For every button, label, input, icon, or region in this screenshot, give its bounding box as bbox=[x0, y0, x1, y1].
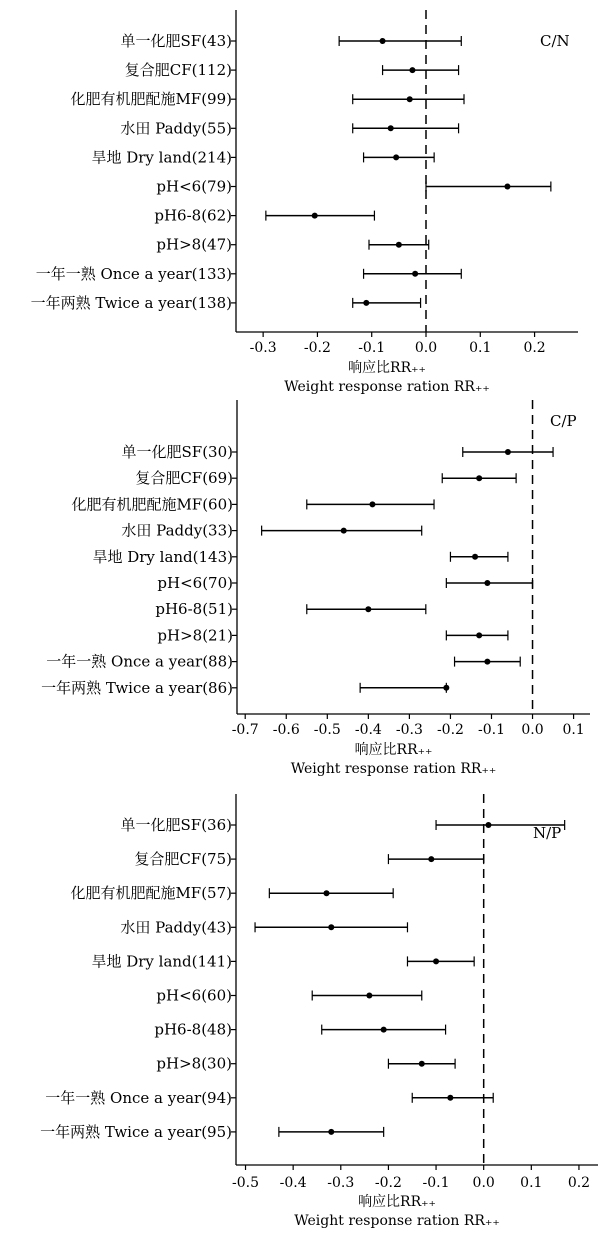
x-tick-label: 0.2 bbox=[567, 1175, 591, 1191]
x-tick-label: 0.0 bbox=[521, 722, 544, 738]
x-tick-label: 0.1 bbox=[469, 340, 492, 356]
category-label: 单一化肥SF(30) bbox=[121, 443, 233, 461]
category-label: pH6-8(48) bbox=[154, 1020, 232, 1039]
category-label: 一年两熟 Twice a year(95) bbox=[40, 1122, 232, 1141]
category-label: 一年一熟 Once a year(133) bbox=[35, 264, 232, 283]
effect-point bbox=[363, 300, 369, 306]
effect-point bbox=[419, 1061, 425, 1067]
x-axis-label-cn: 响应比RR₊₊ bbox=[348, 360, 426, 376]
category-label: pH>8(21) bbox=[157, 626, 233, 645]
effect-point bbox=[328, 924, 334, 930]
effect-point bbox=[366, 993, 372, 999]
x-axis-label-cn: 响应比RR₊₊ bbox=[358, 1194, 436, 1210]
category-label: 旱地 Dry land(214) bbox=[91, 148, 232, 167]
effect-point bbox=[365, 606, 371, 612]
panel-c-p bbox=[41, 400, 590, 777]
effect-point bbox=[476, 475, 482, 481]
effect-point bbox=[447, 1095, 453, 1101]
effect-point bbox=[312, 213, 318, 219]
panel-n-p bbox=[40, 794, 598, 1229]
effect-point bbox=[381, 1027, 387, 1033]
effect-point bbox=[472, 554, 478, 560]
x-axis-label-cn: 响应比RR₊₊ bbox=[354, 742, 433, 758]
x-tick-label: -0.3 bbox=[327, 1175, 355, 1191]
category-label: 一年两熟 Twice a year(86) bbox=[41, 678, 233, 697]
panel-label: N/P bbox=[533, 824, 562, 842]
category-label: 复合肥CF(69) bbox=[135, 469, 233, 488]
effect-point bbox=[407, 96, 413, 102]
category-label: 复合肥CF(112) bbox=[124, 61, 232, 80]
category-label: 水田 Paddy(55) bbox=[120, 119, 232, 138]
x-tick-label: 0.2 bbox=[523, 340, 546, 356]
effect-point bbox=[484, 659, 490, 665]
category-label: 旱地 Dry land(143) bbox=[92, 547, 233, 566]
effect-point bbox=[443, 685, 449, 691]
category-label: 复合肥CF(75) bbox=[134, 850, 232, 869]
x-tick-label: -0.2 bbox=[374, 1175, 402, 1191]
category-label: pH6-8(51) bbox=[155, 600, 233, 619]
category-label: 旱地 Dry land(141) bbox=[91, 952, 232, 971]
category-label: 水田 Paddy(43) bbox=[120, 918, 232, 937]
x-tick-label: -0.1 bbox=[422, 1175, 450, 1191]
effect-point bbox=[412, 271, 418, 277]
effect-point bbox=[396, 242, 402, 248]
category-label: pH6-8(62) bbox=[154, 206, 232, 225]
x-tick-label: 0.0 bbox=[472, 1175, 495, 1191]
x-tick-label: -0.4 bbox=[354, 722, 382, 738]
x-tick-label: -0.3 bbox=[249, 340, 277, 356]
panel-label: C/P bbox=[550, 412, 577, 430]
category-label: pH<6(60) bbox=[156, 986, 232, 1005]
effect-point bbox=[409, 67, 415, 73]
x-tick-label: -0.3 bbox=[395, 722, 423, 738]
x-axis-label-en: Weight response ration RR₊₊ bbox=[290, 761, 497, 777]
x-tick-label: -0.7 bbox=[231, 722, 259, 738]
x-tick-label: 0.0 bbox=[414, 340, 438, 356]
category-label: 水田 Paddy(33) bbox=[121, 521, 233, 540]
x-tick-label: -0.5 bbox=[313, 722, 341, 738]
effect-point bbox=[504, 184, 510, 190]
x-tick-label: 0.1 bbox=[520, 1175, 543, 1191]
category-label: pH<6(70) bbox=[157, 574, 233, 592]
effect-point bbox=[324, 890, 330, 896]
panel-c-n bbox=[31, 10, 578, 395]
x-tick-label: -0.5 bbox=[232, 1175, 260, 1191]
x-tick-label: -0.2 bbox=[303, 340, 331, 356]
effect-point bbox=[328, 1129, 334, 1135]
x-tick-label: -0.1 bbox=[358, 340, 386, 356]
x-tick-label: -0.2 bbox=[436, 722, 464, 738]
category-label: 单一化肥SF(36) bbox=[120, 816, 232, 834]
x-axis-label-en: Weight response ration RR₊₊ bbox=[294, 1213, 500, 1229]
effect-point bbox=[369, 501, 375, 507]
effect-point bbox=[484, 580, 490, 586]
category-label: 单一化肥SF(43) bbox=[120, 32, 232, 50]
category-label: 化肥有机肥配施MF(60) bbox=[71, 495, 233, 514]
effect-point bbox=[428, 856, 434, 862]
category-label: 化肥有机肥配施MF(57) bbox=[70, 884, 232, 903]
category-label: pH>8(30) bbox=[156, 1054, 232, 1073]
effect-point bbox=[341, 528, 347, 534]
effect-point bbox=[476, 632, 482, 638]
category-label: 一年一熟 Once a year(88) bbox=[46, 652, 233, 671]
x-tick-label: 0.1 bbox=[562, 722, 585, 738]
category-label: 化肥有机肥配施MF(99) bbox=[70, 90, 232, 109]
x-tick-label: -0.4 bbox=[279, 1175, 307, 1191]
panel-label: C/N bbox=[540, 32, 570, 50]
effect-point bbox=[485, 822, 491, 828]
category-label: 一年两熟 Twice a year(138) bbox=[30, 293, 232, 312]
x-tick-label: -0.6 bbox=[272, 722, 300, 738]
category-label: pH>8(47) bbox=[156, 235, 232, 254]
x-axis-label-en: Weight response ration RR₊₊ bbox=[284, 379, 490, 395]
effect-point bbox=[393, 154, 399, 160]
category-label: 一年一熟 Once a year(94) bbox=[45, 1088, 232, 1107]
effect-point bbox=[433, 958, 439, 964]
effect-point bbox=[388, 125, 394, 131]
effect-point bbox=[380, 38, 386, 44]
effect-point bbox=[505, 449, 511, 455]
forest-panels bbox=[31, 10, 598, 1229]
category-label: pH<6(79) bbox=[156, 177, 232, 196]
x-tick-label: -0.1 bbox=[477, 722, 505, 738]
